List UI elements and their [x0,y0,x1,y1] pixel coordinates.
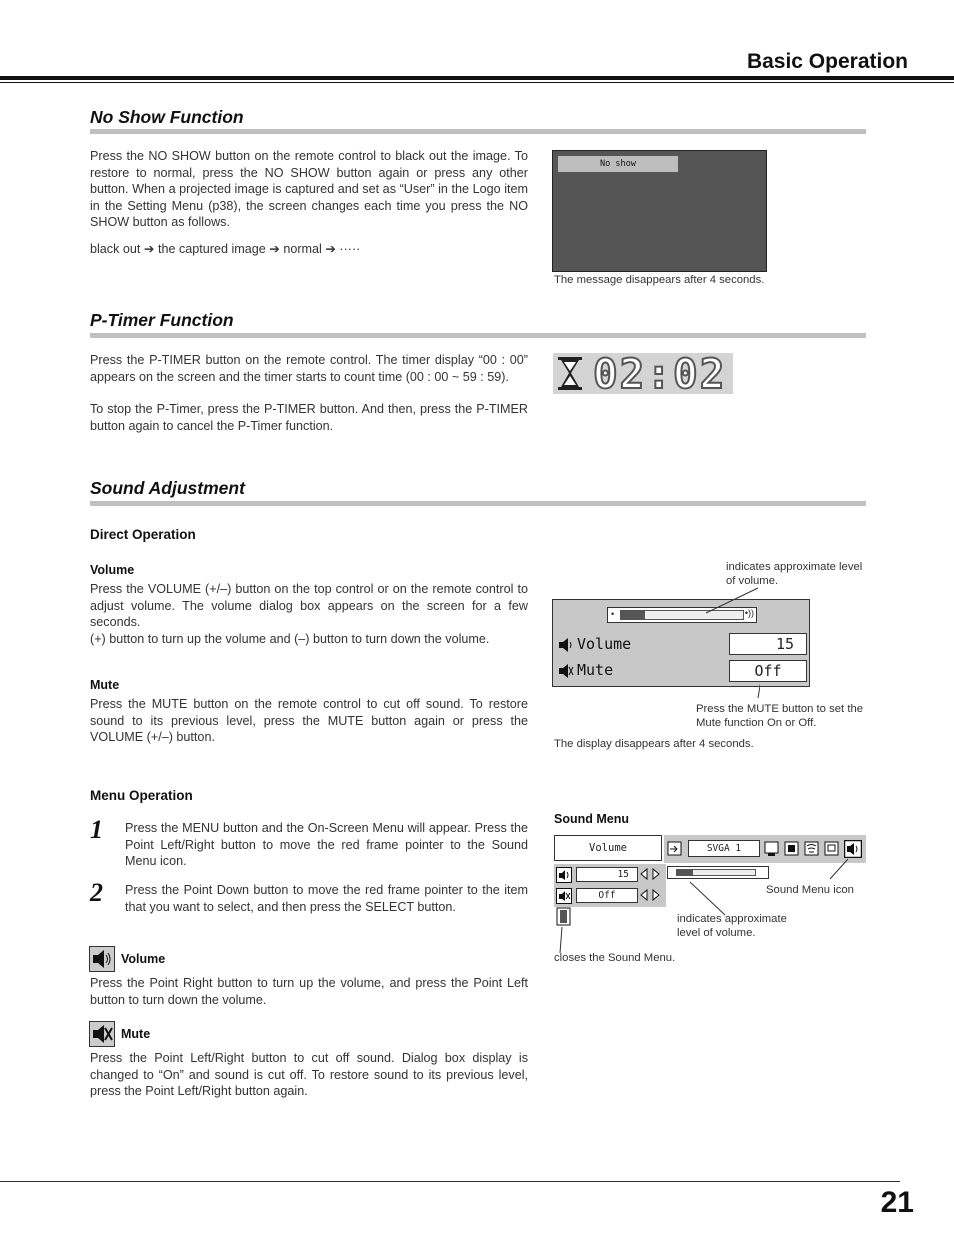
header-rule [0,76,954,80]
mute-item-body: Press the Point Left/Right button to cut off sound. Dialog box display is changed to “On” and sound is cut off. To restore sound to its previous level, press the Point Left/Right button again. [90,1051,528,1099]
sound-rule [90,501,866,506]
dialog-mute-value: Off [729,660,807,682]
mute-item-title: Mute [121,1027,151,1041]
ptimer-body-2: To stop the P-Timer, press the P-TIMER button. And then, press the P-TIMER button again to cancel the P-Timer function. [90,402,528,433]
mute-body: Press the MUTE button on the remote control to cut off sound. To restore sound to its previous level, press the MUTE button again or press the VOLUME (+/–) button. [90,697,528,745]
ptimer-title: P-Timer Function [90,310,234,330]
volume-body-2: (+) button to turn up the volume and (–) button to turn down the volume. [90,632,490,646]
no-show-sequence: black out ➔ the captured image ➔ normal ➔ ····· [90,242,361,256]
mute-item-icon [89,1021,115,1047]
dialog-leader-lines [700,585,760,700]
disappear-caption: The display disappears after 4 seconds. [554,738,754,750]
volume-dialog [552,599,810,687]
page-number: 21 [880,1186,914,1219]
minus-dot-icon: • [611,609,615,619]
volume-item-body: Press the Point Right button to turn up the volume, and press the Point Left button to turn down the volume. [90,976,528,1007]
no-show-body: Press the NO SHOW button on the remote control to black out the image. To restore to normal, press the NO SHOW button again or press any other button. When a projected image is captured and set as “User” in the Logo item in the Setting Menu (p38), the screen changes each time you press the NO SHOW button as follows. [90,149,528,230]
menu-operation-title: Menu Operation [90,788,193,803]
no-show-caption: The message disappears after 4 seconds. [554,274,765,286]
sound-menu-icon-caption: Sound Menu icon [766,884,854,896]
direct-operation-title: Direct Operation [90,527,196,542]
hourglass-icon [558,357,582,390]
dialog-volume-value: 15 [729,633,807,655]
sound-title: Sound Adjustment [90,478,245,498]
mute-subtitle: Mute [90,678,120,692]
dialog-volume-label: Volume [577,635,632,653]
header-title: Basic Operation [746,50,908,73]
step-2-text: Press the Point Down button to move the red frame pointer to the item that you want to select, and then press the SELECT button. [125,883,528,914]
no-show-screen [552,150,767,272]
ptimer-rule [90,333,866,338]
step-2-number: 2 [90,878,103,907]
volume-body-1: Press the VOLUME (+/–) button on the top control or on the remote control to adjust volume. The volume dialog box appears on the screen for a few seconds. [90,582,528,630]
plus-dot-icon: •)) [744,608,754,618]
menu-level-caption: indicates approximate level of volume. [677,913,787,939]
no-show-osd-label: No show [558,156,678,172]
volume-item-icon [89,946,115,972]
menu-title-label: Volume [589,842,627,854]
menu-source-label: SVGA 1 [688,840,760,857]
step-1-text: Press the MENU button and the On-Screen Menu will appear. Press the Point Left/Right button to move the red frame pointer to the Sound Menu icon. [125,821,528,869]
dialog-mute-label: Mute [577,661,614,679]
volume-item-title: Volume [121,952,166,966]
speaker-icon [558,637,574,653]
no-show-rule [90,129,866,134]
sound-menu-figure-title: Sound Menu [554,812,629,826]
close-menu-caption: closes the Sound Menu. [554,952,676,964]
mute-caption: Press the MUTE button to set the Mute function On or Off. [696,703,864,729]
no-show-title: No Show Function [90,107,244,127]
level-caption: indicates approximate level of volume. [726,561,863,587]
volume-level-fill [621,611,645,619]
header-rule-thin [0,82,954,83]
ptimer-display [553,350,733,398]
menu-mute-value: Off [576,888,638,903]
volume-subtitle: Volume [90,563,135,577]
ptimer-digits: 02:02 [593,350,727,398]
footer-rule [0,1181,900,1182]
step-1-number: 1 [90,815,103,844]
ptimer-body-1: Press the P-TIMER button on the remote control. The timer display “00 : 00” appears on the screen and the timer starts to count time (00 : 00 ~ 59 : 59). [90,353,528,384]
menu-volume-value: 15 [576,867,638,882]
mute-speaker-icon [558,663,574,679]
